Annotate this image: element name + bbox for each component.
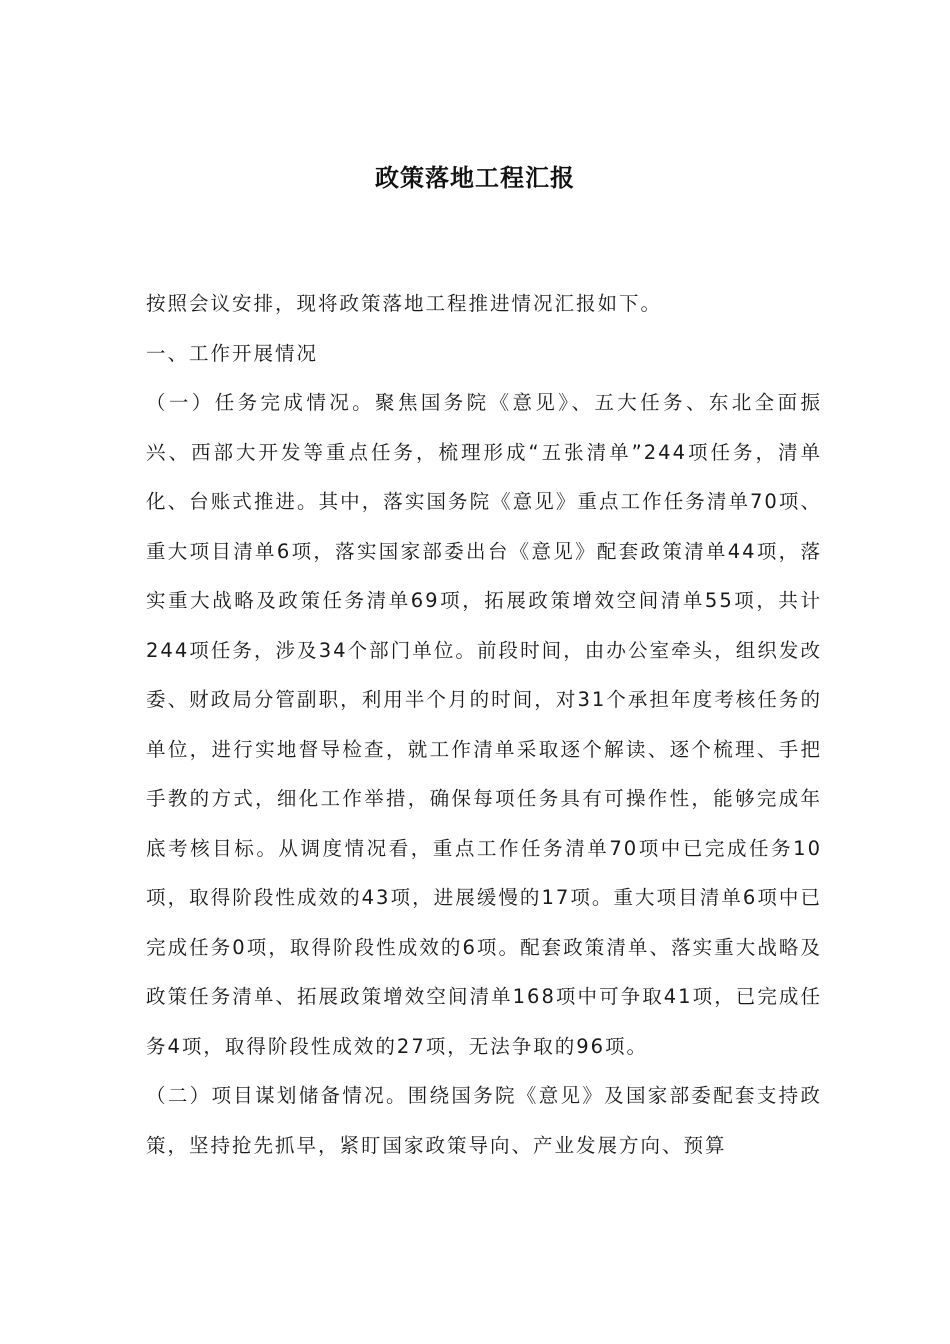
document-body xyxy=(146,279,822,1170)
intro-paragraph: 按照会议安排，现将政策落地工程推进情况汇报如下。 xyxy=(146,292,663,315)
subsection-project-planning: （二）项目谋划储备情况。围绕国务院《意见》及国家部委配套支持政策，坚持抢先抓早，紧盯国家政策导向、产业发展方向、预算 xyxy=(146,1084,822,1157)
document-title: 政策落地工程汇报 xyxy=(375,163,575,192)
subsection-task-completion: （一）任务完成情况。聚焦国务院《意见》、五大任务、东北全面振兴、西部大开发等重点任务，梳理形成“五张清单”244项任务，清单化、台账式推进。其中，落实国务院《意见》重点工作任务清单70项、重大项目清单6项，落实国家部委出台《意见》配套政策清单44项，落实重大战略及政策任务清单69项，拓展政策增效空间清单55项，共计244项任务，涉及34个部门单位。前段时间，由办公室牵头，组织发改委、财政局分管副职，利用半个月的时间，对31个承担年度考核任务的单位，进行实地督导检查，就工作清单采取逐个解读、逐个梳理、手把手教的方式，细化工作举措，确保每项任务具有可操作性，能够完成年底考核目标。从调度情况看，重点工作任务清单70项中已完成任务10项，取得阶段性成效的43项，进展缓慢的17项。重大项目清单6项中已完成任务0项，取得阶段性成效的6项。配套政策清单、落实重大战略及政策任务清单、拓展政策增效空间清单168项中可争取41项，已完成任务4项，取得阶段性成效的27项，无法争取的96项。 xyxy=(146,391,822,1058)
section-heading: 一、工作开展情况 xyxy=(146,341,319,365)
